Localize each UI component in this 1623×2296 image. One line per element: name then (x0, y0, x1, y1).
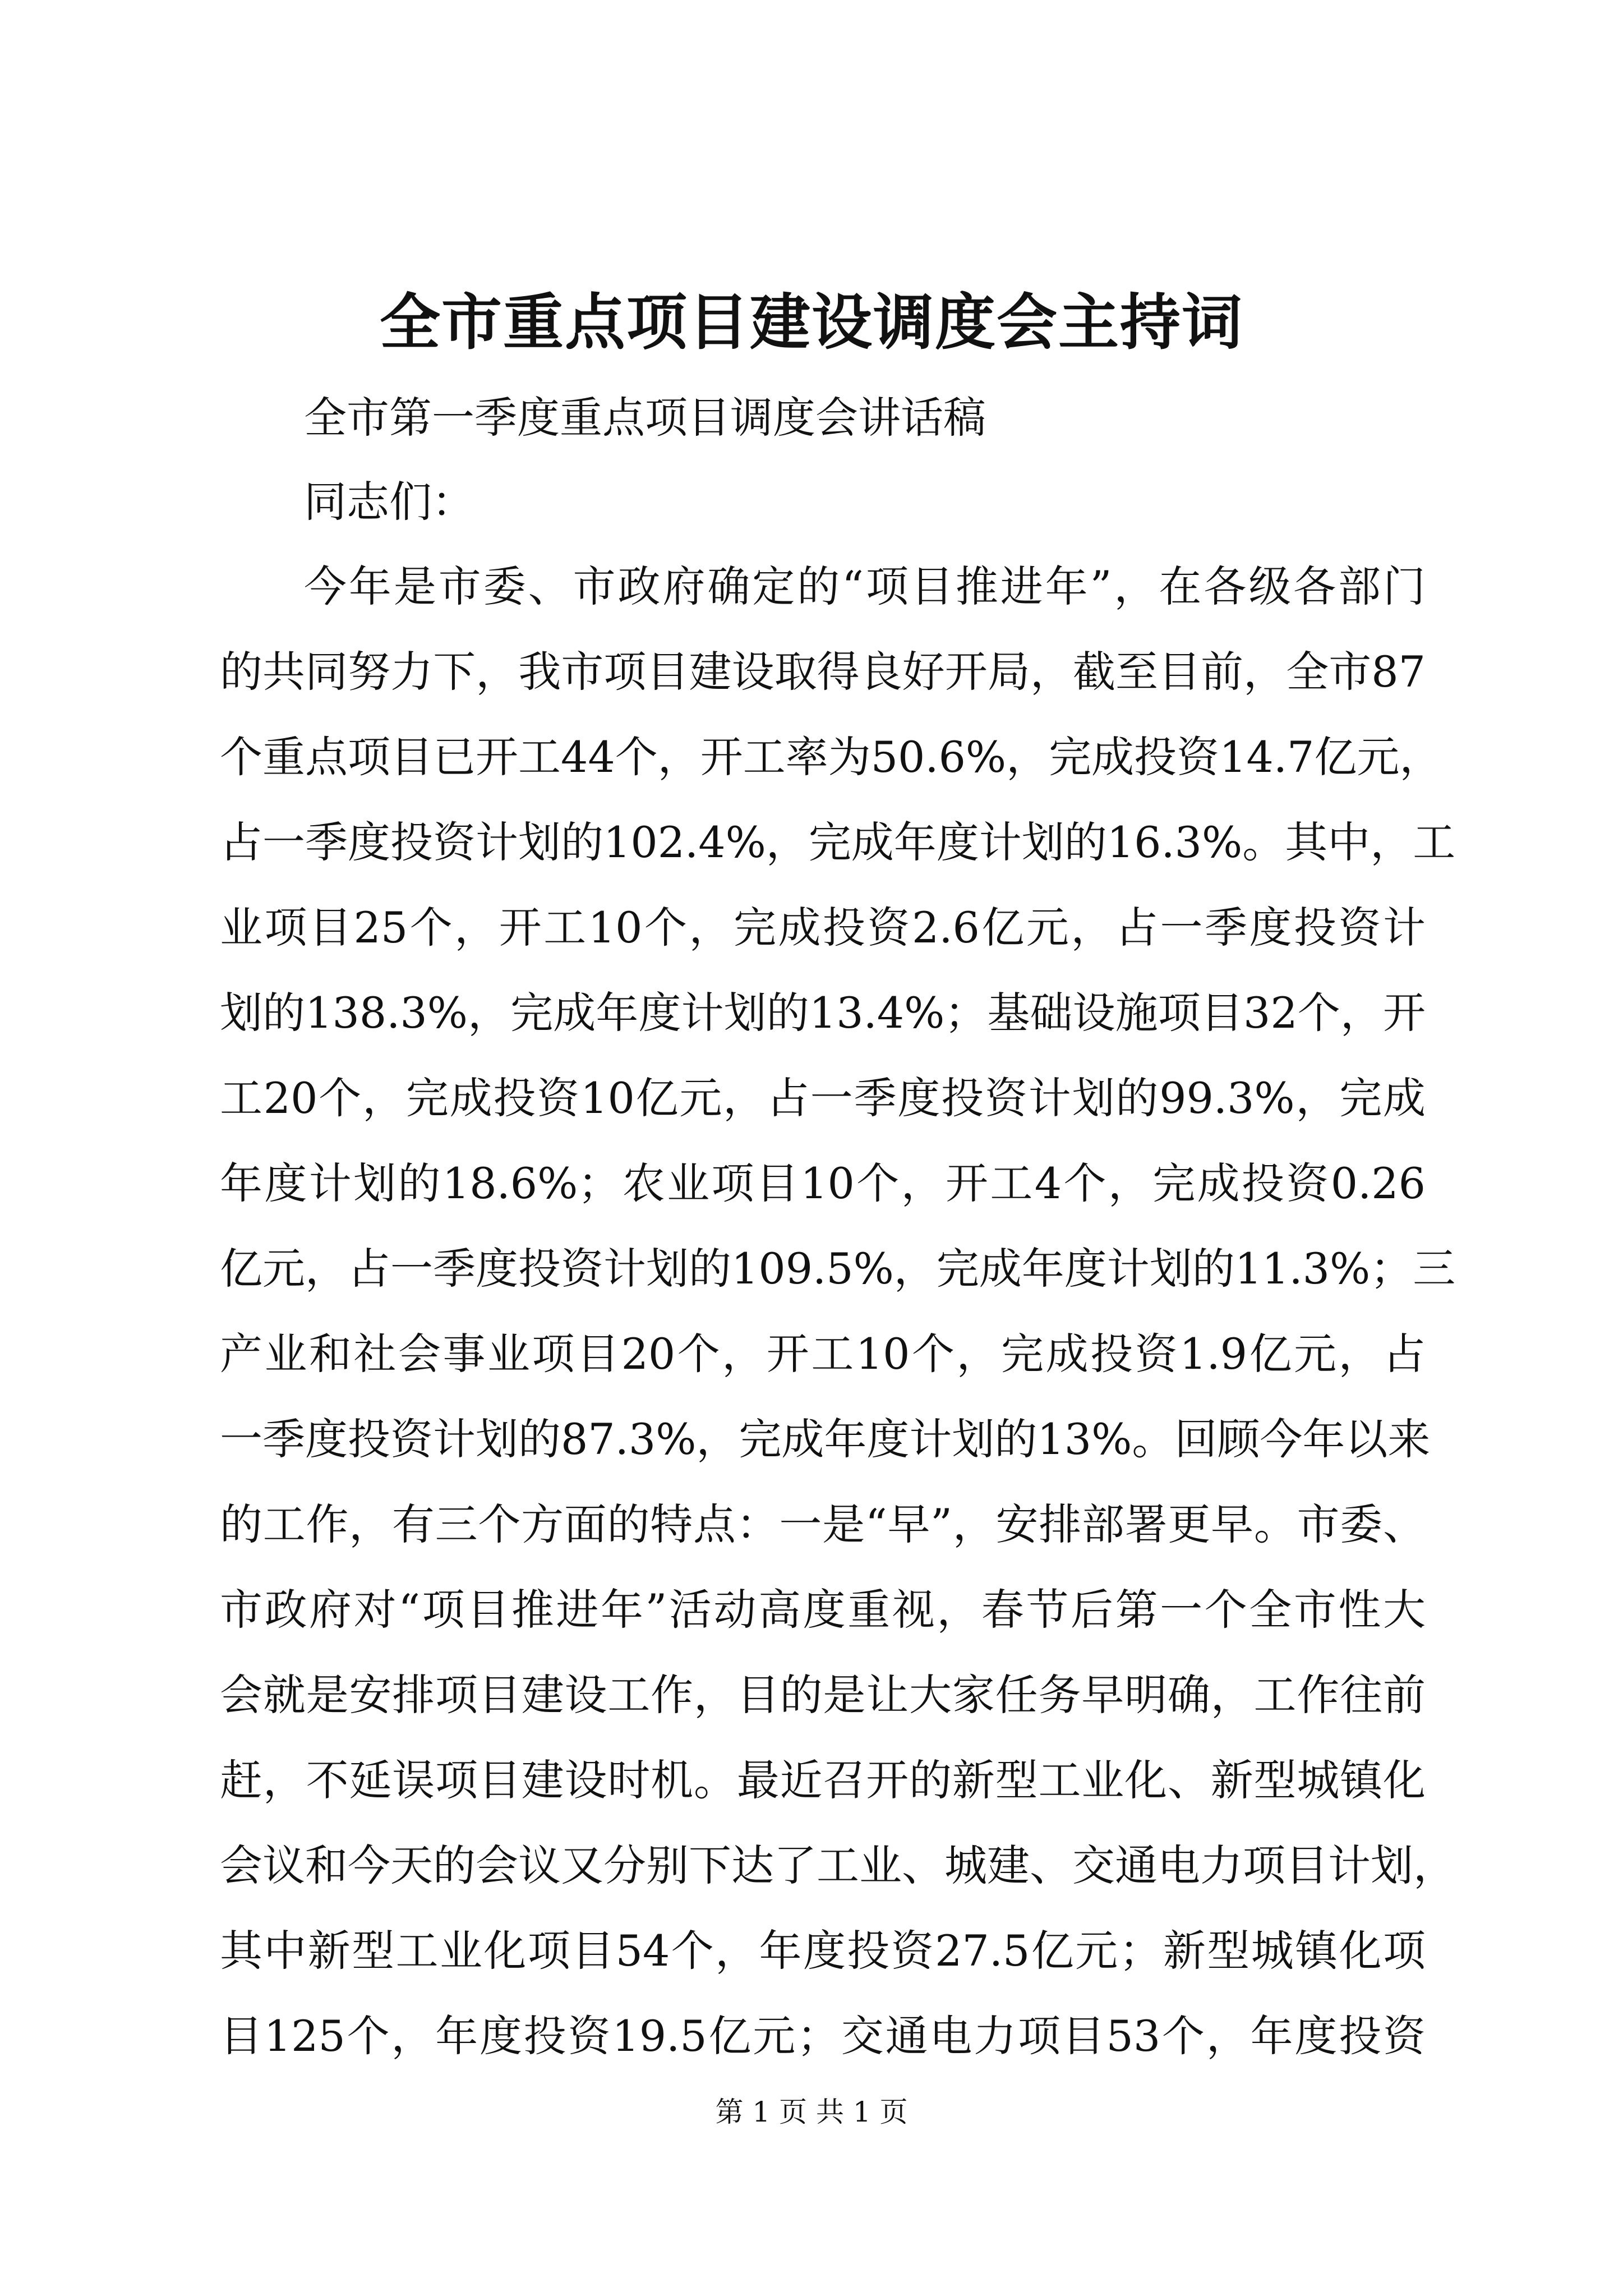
body-line: 划的138.3%，完成年度计划的13.4%；基础设施项目32个，开 (220, 988, 1426, 1038)
body-line: 会就是安排项目建设工作，目的是让大家任务早明确，工作往前 (220, 1670, 1426, 1720)
body-line: 个重点项目已开工44个，开工率为50.6%，完成投资14.7亿元， (220, 732, 1442, 782)
body-line: 一季度投资计划的87.3%，完成年度计划的13%。回顾今年以来 (220, 1414, 1431, 1464)
body-line: 其中新型工业化项目54个，年度投资27.5亿元；新型城镇化项 (220, 1926, 1426, 1976)
body-line: 市政府对“项目推进年”活动高度重视，春节后第一个全市性大 (220, 1585, 1426, 1635)
body-line: 目125个，年度投资19.5亿元；交通电力项目53个，年度投资 (220, 2011, 1426, 2061)
body-line: 亿元，占一季度投资计划的109.5%，完成年度计划的11.3%；三 (220, 1244, 1456, 1294)
document-title: 全市重点项目建设调度会主持词 (379, 287, 1243, 358)
body-line: 业项目25个，开工10个，完成投资2.6亿元，占一季度投资计 (220, 903, 1426, 953)
body-line: 年度计划的18.6%；农业项目10个，开工4个，完成投资0.26 (220, 1158, 1426, 1208)
body-line: 的共同努力下，我市项目建设取得良好开局，截至目前，全市87 (220, 647, 1426, 697)
body-line: 赶，不延误项目建设时机。最近召开的新型工业化、新型城镇化 (220, 1755, 1426, 1805)
body-line: 工20个，完成投资10亿元，占一季度投资计划的99.3%，完成 (220, 1073, 1426, 1123)
body-line: 今年是市委、市政府确定的“项目推进年”，在各级各部门 (304, 562, 1426, 611)
page-number-footer: 第 1 页 共 1 页 (715, 2096, 908, 2128)
body-paragraph (220, 544, 1456, 2079)
body-line: 会议和今天的会议又分别下达了工业、城建、交通电力项目计划， (220, 1841, 1456, 1890)
body-line: 产业和社会事业项目20个，开工10个，完成投资1.9亿元，占 (220, 1329, 1426, 1379)
body-line: 占一季度投资计划的102.4%，完成年度计划的16.3%。其中，工 (220, 817, 1456, 867)
salutation: 同志们： (304, 477, 474, 527)
body-line: 的工作，有三个方面的特点：一是“早”，安排部署更早。市委、 (220, 1499, 1426, 1549)
document-subtitle: 全市第一季度重点项目调度会讲话稿 (304, 393, 986, 443)
